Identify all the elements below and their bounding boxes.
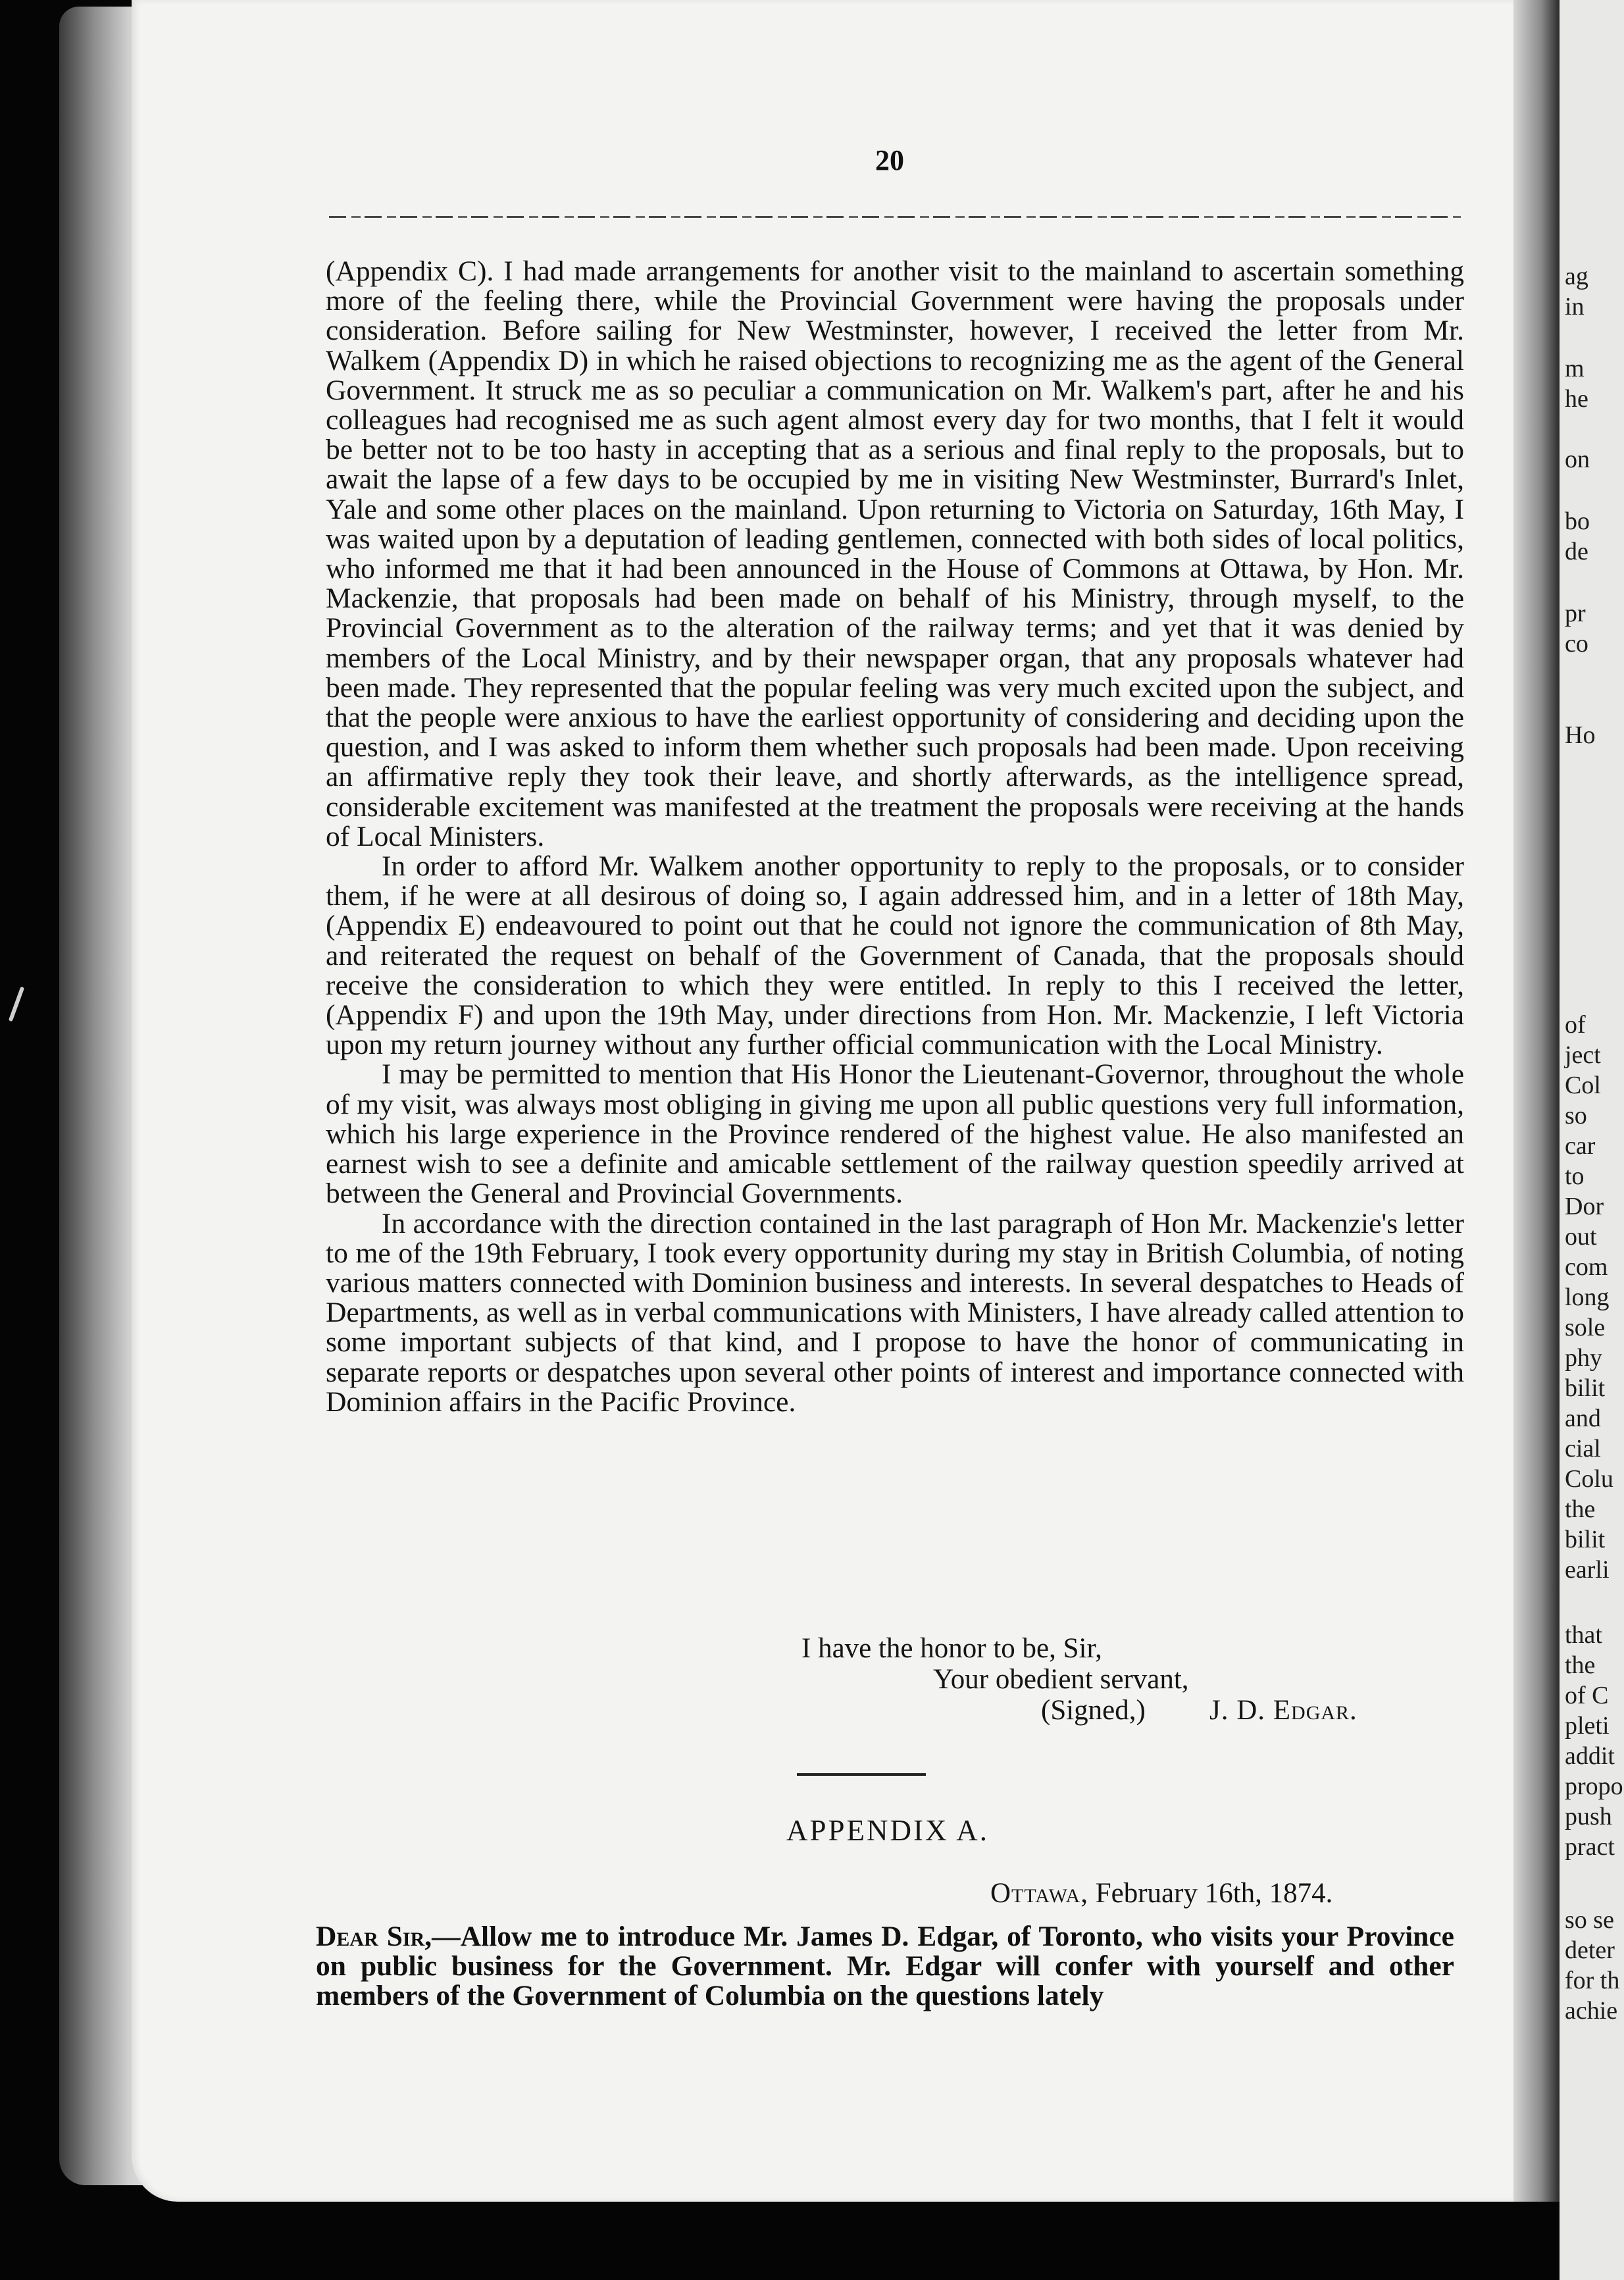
facing-page-fragment: the [1565,1651,1596,1679]
facing-page-fragment: push [1565,1803,1612,1830]
body-paragraph: (Appendix C). I had made arrangements for another visit to the mainland to ascertain something more of the feeling there, while the Provincial Government were having the proposals under consideration. Before sailing for New Westminster, however, I received the letter from Mr. Walkem (Appendix D) in which he raised objections to recognizing me as the agent of the General Government. It struck me as so peculiar a communication on Mr. Walkem's part, after he and his colleagues had recognised me as such agent almost every day for two months, that I felt it would be better not to be too hasty in accepting that as a serious and final reply to the proposals, but to await the lapse of a few days to be occupied by me in visiting New Westminster, Burrard's Inlet, Yale and some other places on the mainland. Upon returning to Victoria on Saturday, 16th May, I was waited upon by a deputation of leading gentlemen, connected with both sides of local politics, who informed me that it had been announced in the House of Commons at Ottawa, by Hon. Mr. Mackenzie, that proposals had been made on behalf of his Ministry, through myself, to the Provincial Government as to the alteration of the railway terms; and yet that it was denied by members of the Local Ministry, and by their newspaper organ, that any proposals whatever had been made. They represented that the popular feeling was very much excited upon the subject, and that the people were anxious to have the earliest opportunity of considering and deciding upon the question, and I was asked to inform them whether such proposals had been made. Upon receiving an affirmative reply they took their leave, and shortly afterwards, as the intelligence spread, considerable excitement was manifested at the treatment the proposals were receiving at the hands of Local Ministers. [326,255,1464,852]
section-divider [797,1773,926,1776]
body-paragraph: I may be permitted to mention that His Honor the Lieutenant-Governor, throughout the whole of my visit, was always most obliging in giving me upon all public questions very full information, which his large experience in the Province rendered of the highest value. He also manifested an earnest wish to see a definite and amicable settlement of the railway question speedily arrived at between the General and Provincial Governments. [326,1058,1464,1210]
facing-page-fragment: Ho [1565,721,1596,749]
facing-page-fragment: phy [1565,1344,1602,1372]
facing-page-fragment: cial [1565,1435,1601,1463]
closing-line-1: I have the honor to be, Sir, [801,1633,1102,1664]
body-text [326,257,1464,1417]
appendix-letter [316,1922,1454,2011]
letter-salutation: Dear Sir, [316,1921,432,1952]
facing-page-edge [1560,0,1624,2280]
facing-page-fragment: out [1565,1223,1597,1251]
facing-page-fragment: in [1565,293,1585,321]
facing-page-fragment: car [1565,1132,1596,1160]
facing-page-fragment: com [1565,1253,1608,1281]
facing-page-fragment: long [1565,1283,1610,1311]
facing-page-fragment: propo [1565,1773,1623,1800]
facing-page-fragment: bilit [1565,1374,1606,1402]
dateline-date: February 16th, 1874. [1095,1878,1333,1909]
facing-page-fragment: sole [1565,1314,1606,1341]
facing-page-fragment: ject [1565,1041,1601,1069]
facing-page-fragment: and [1565,1405,1601,1432]
dateline-place: Ottawa, [990,1878,1088,1909]
closing-line-2: Your obedient servant, [933,1664,1189,1695]
facing-page-fragment: bo [1565,507,1590,535]
facing-page-fragment: he [1565,385,1588,413]
facing-page-fragment: bilit [1565,1526,1606,1553]
body-paragraph: In order to afford Mr. Walkem another opportunity to reply to the proposals, or to consider them, if he were at all desirous of doing so, I again addressed him, and in a letter of 18th May, (Appendix E) endeavoured to point out that he could not ignore the communication of 8th May, and reiterated the request on behalf of the Government of Canada, that the proposals should receive the consideration to which they were entitled. In reply to this I received the letter, (Appendix F) and upon the 19th May, under directions from Hon. Mr. Mackenzie, I left Victoria upon my return journey without any further official communication with the Local Ministry. [326,850,1464,1061]
header-rule [329,216,1461,218]
appendix-title: APPENDIX A. [786,1814,990,1847]
margin-mark [9,987,24,1022]
facing-page-fragment: to [1565,1162,1585,1190]
facing-page-fragment: addit [1565,1742,1615,1770]
appendix-dateline [990,1877,1332,1909]
facing-page-fragment: so [1565,1102,1587,1129]
facing-page-fragment: the [1565,1495,1596,1523]
body-paragraph: In accordance with the direction contained in the last paragraph of Hon Mr. Mackenzie's letter to me of the 19th February, I took every opportunity during my stay in British Columbia, of noting various matters connected with Dominion business and interests. In several despatches to Heads of Departments, as well as in verbal communications with Ministers, I have already called attention to some important subjects of that kind, and I propose to have the honor of communicating in separate reports or despatches upon several other points of interest and importance connected with Dominion affairs in the Pacific Province. [326,1207,1464,1418]
facing-page-fragment: so se [1565,1906,1614,1934]
signature-name: J. D. Edgar. [1209,1695,1358,1726]
letter-body-text: —Allow me to introduce Mr. James D. Edgar, of Toronto, who visits your Province on public business for the Government. Mr. Edgar will confer with yourself and other members of the Government of Columbia on the questions lately [316,1921,1454,2012]
facing-page-fragment: that [1565,1621,1602,1649]
facing-page-fragment: deter [1565,1936,1615,1964]
page-number: 20 [875,144,904,176]
facing-page-fragment: Colu [1565,1465,1613,1493]
facing-page-fragment: earli [1565,1556,1610,1584]
facing-page-fragment: Dor [1565,1193,1604,1220]
facing-page-fragment: co [1565,630,1588,658]
facing-page-fragment: ag [1565,263,1588,290]
facing-page-fragment: pr [1565,600,1586,627]
facing-page-fragment: m [1565,355,1585,382]
facing-page-fragment: achie [1565,1997,1618,2025]
facing-page-fragment: on [1565,446,1590,473]
facing-page-fragment: of C [1565,1682,1609,1709]
facing-page-fragment: pract [1565,1833,1615,1861]
facing-page-fragment: of [1565,1011,1586,1039]
book-gutter [1513,0,1560,2202]
signed-label: (Signed,) [1041,1695,1146,1726]
facing-page-fragment: pleti [1565,1712,1610,1740]
facing-page-fragment: Col [1565,1072,1601,1099]
facing-page-fragment: de [1565,538,1588,565]
facing-page-fragment: for th [1565,1967,1620,1994]
